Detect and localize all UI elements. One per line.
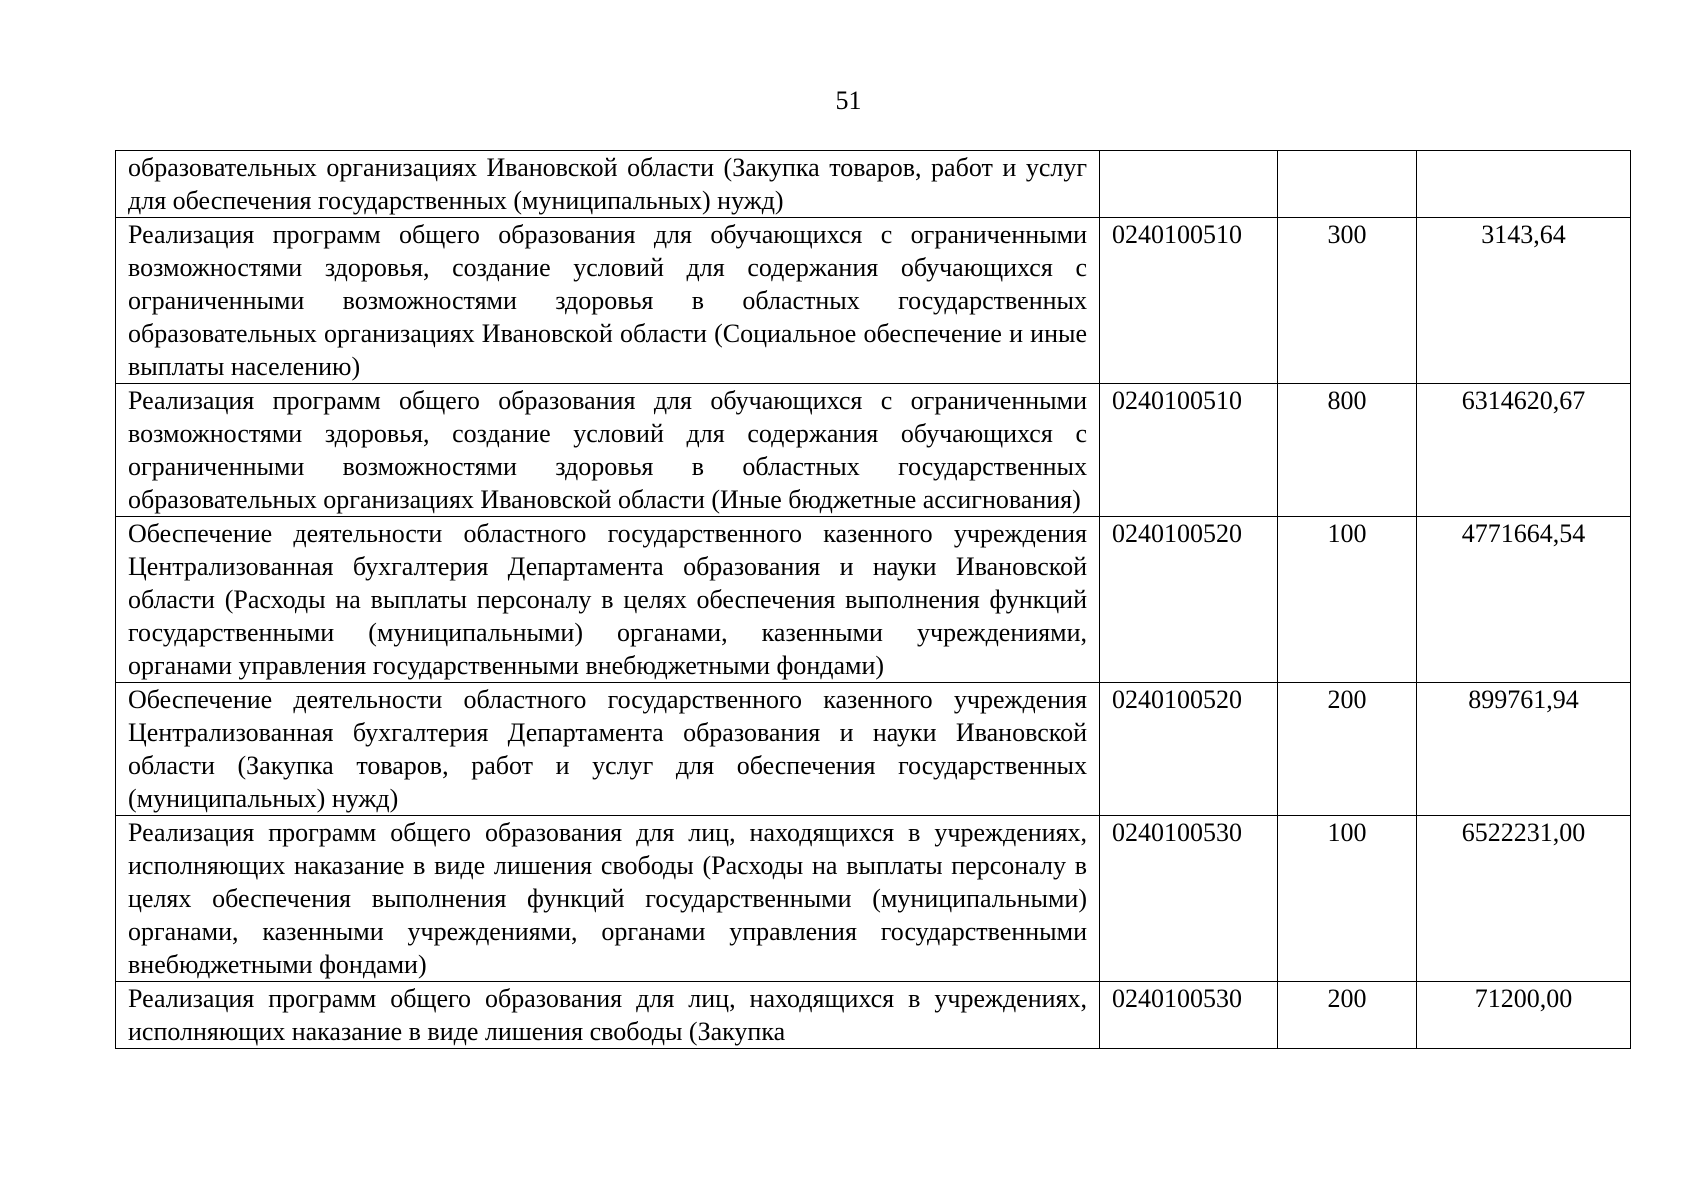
table-row — [116, 517, 1631, 683]
budget-table-body — [116, 151, 1631, 1049]
target-code-cell: 0240100510 — [1100, 218, 1278, 384]
amount-cell: 3143,64 — [1417, 218, 1631, 384]
amount-cell: 71200,00 — [1417, 982, 1631, 1049]
table-row — [116, 218, 1631, 384]
expense-type-cell: 200 — [1278, 982, 1417, 1049]
target-code-cell: 0240100510 — [1100, 384, 1278, 517]
table-row — [116, 982, 1631, 1049]
table-row — [116, 683, 1631, 816]
item-name-cell: Реализация программ общего образования для лиц, находящихся в учреждениях, исполняющих наказание в виде лишения свободы (Закупка — [116, 982, 1100, 1049]
amount-cell: 6314620,67 — [1417, 384, 1631, 517]
expense-type-cell: 200 — [1278, 683, 1417, 816]
expense-type-cell: 800 — [1278, 384, 1417, 517]
target-code-cell: 0240100530 — [1100, 816, 1278, 982]
target-code-cell: 0240100520 — [1100, 517, 1278, 683]
target-code-cell: 0240100520 — [1100, 683, 1278, 816]
table-row — [116, 816, 1631, 982]
item-name-cell: Реализация программ общего образования для обучающихся с ограниченными возможностями здоровья, создание условий для содержания обучающихся с ограниченными возможностями здоровья в областных государственных образовательных организациях Ивановской области (Социальное обеспечение и иные выплаты населению) — [116, 218, 1100, 384]
item-name-cell: Реализация программ общего образования для лиц, находящихся в учреждениях, исполняющих наказание в виде лишения свободы (Расходы на выплаты персоналу в целях обеспечения выполнения функций государственными (муниципальными) органами, казенными учреждениями, органами управления государственными внебюджетными фондами) — [116, 816, 1100, 982]
item-name-cell: Реализация программ общего образования для обучающихся с ограниченными возможностями здоровья, создание условий для содержания обучающихся с ограниченными возможностями здоровья в областных государственных образовательных организациях Ивановской области (Иные бюджетные ассигнования) — [116, 384, 1100, 517]
target-code-cell — [1100, 151, 1278, 218]
expense-type-cell: 100 — [1278, 517, 1417, 683]
table-row — [116, 151, 1631, 218]
amount-cell: 4771664,54 — [1417, 517, 1631, 683]
expense-type-cell: 100 — [1278, 816, 1417, 982]
item-name-cell: образовательных организациях Ивановской области (Закупка товаров, работ и услуг для обеспечения государственных (муниципальных) нужд) — [116, 151, 1100, 218]
item-name-cell: Обеспечение деятельности областного государственного казенного учреждения Централизованная бухгалтерия Департамента образования и науки Ивановской области (Закупка товаров, работ и услуг для обеспечения государственных (муниципальных) нужд) — [116, 683, 1100, 816]
amount-cell: 6522231,00 — [1417, 816, 1631, 982]
page-number: 51 — [835, 86, 862, 115]
amount-cell: 899761,94 — [1417, 683, 1631, 816]
expense-type-cell: 300 — [1278, 218, 1417, 384]
table-row — [116, 384, 1631, 517]
item-name-cell: Обеспечение деятельности областного государственного казенного учреждения Централизованная бухгалтерия Департамента образования и науки Ивановской области (Расходы на выплаты персоналу в целях обеспечения выполнения функций государственными (муниципальными) органами, казенными учреждениями, органами управления государственными внебюджетными фондами) — [116, 517, 1100, 683]
amount-cell — [1417, 151, 1631, 218]
budget-table — [115, 150, 1631, 1049]
target-code-cell: 0240100530 — [1100, 982, 1278, 1049]
expense-type-cell — [1278, 151, 1417, 218]
